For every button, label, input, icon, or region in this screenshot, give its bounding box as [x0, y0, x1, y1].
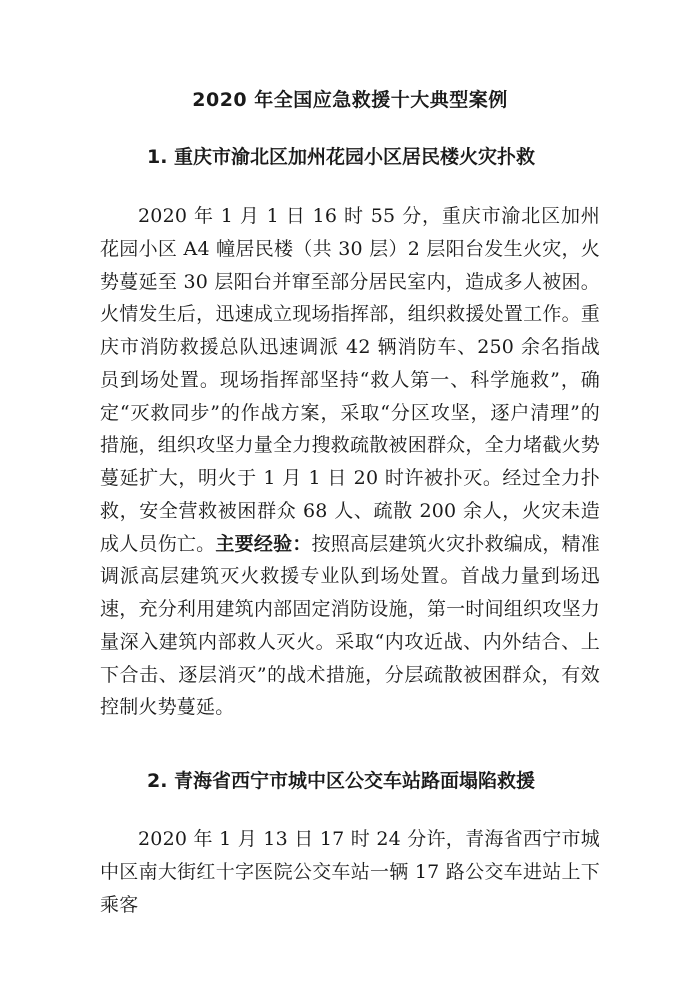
- section-heading-2: 2. 青海省西宁市城中区公交车站路面塌陷救援: [147, 770, 536, 792]
- section-heading-1: 1. 重庆市渝北区加州花园小区居民楼火灾扑救: [147, 146, 536, 168]
- main-experience-text: 按照高层建筑火灾扑救编成，精准调派高层建筑灭火救援专业队到场处置。首战力量到场迅速，充分利用建筑内部固定消防设施，第一时间组织攻坚力量深入建筑内部救人灭火。采取“内攻近战、内外结合、上下合击、逐层消灭”的战术措施，分层疏散被困群众，有效控制火势蔓延。: [100, 532, 600, 719]
- main-experience-label: 主要经验：: [215, 532, 312, 555]
- document-title: 2020 年全国应急救援十大典型案例: [192, 89, 508, 111]
- section-1-body: [100, 200, 600, 724]
- section-2-body: [100, 823, 600, 921]
- section-2-paragraph: 2020 年 1 月 13 日 17 时 24 分许，青海省西宁市城中区南大街红十字医院公交车站一辆 17 路公交车进站上下乘客: [100, 828, 600, 916]
- section-1-paragraph: 2020 年 1 月 1 日 16 时 55 分，重庆市渝北区加州花园小区 A4 幢居民楼（共 30 层）2 层阳台发生火灾，火势蔓延至 30 层阳台并窜至部分居民室内，造成多人被困。火情发生后，迅速成立现场指挥部，组织救援处置工作。重庆市消防救援总队迅速调派 42 辆消防车、250 余名指战员到场处置。现场指挥部坚持“救人第一、科学施救”，确定“灭救同步”的作战方案，采取“分区攻坚，逐户清理”的措施，组织攻坚力量全力搜救疏散被困群众，全力堵截火势蔓延扩大，明火于 1 月 1 日 20 时许被扑灭。经过全力扑救，安全营救被困群众 68 人、疏散 200 余人，火灾未造成人员伤亡。: [100, 205, 600, 555]
